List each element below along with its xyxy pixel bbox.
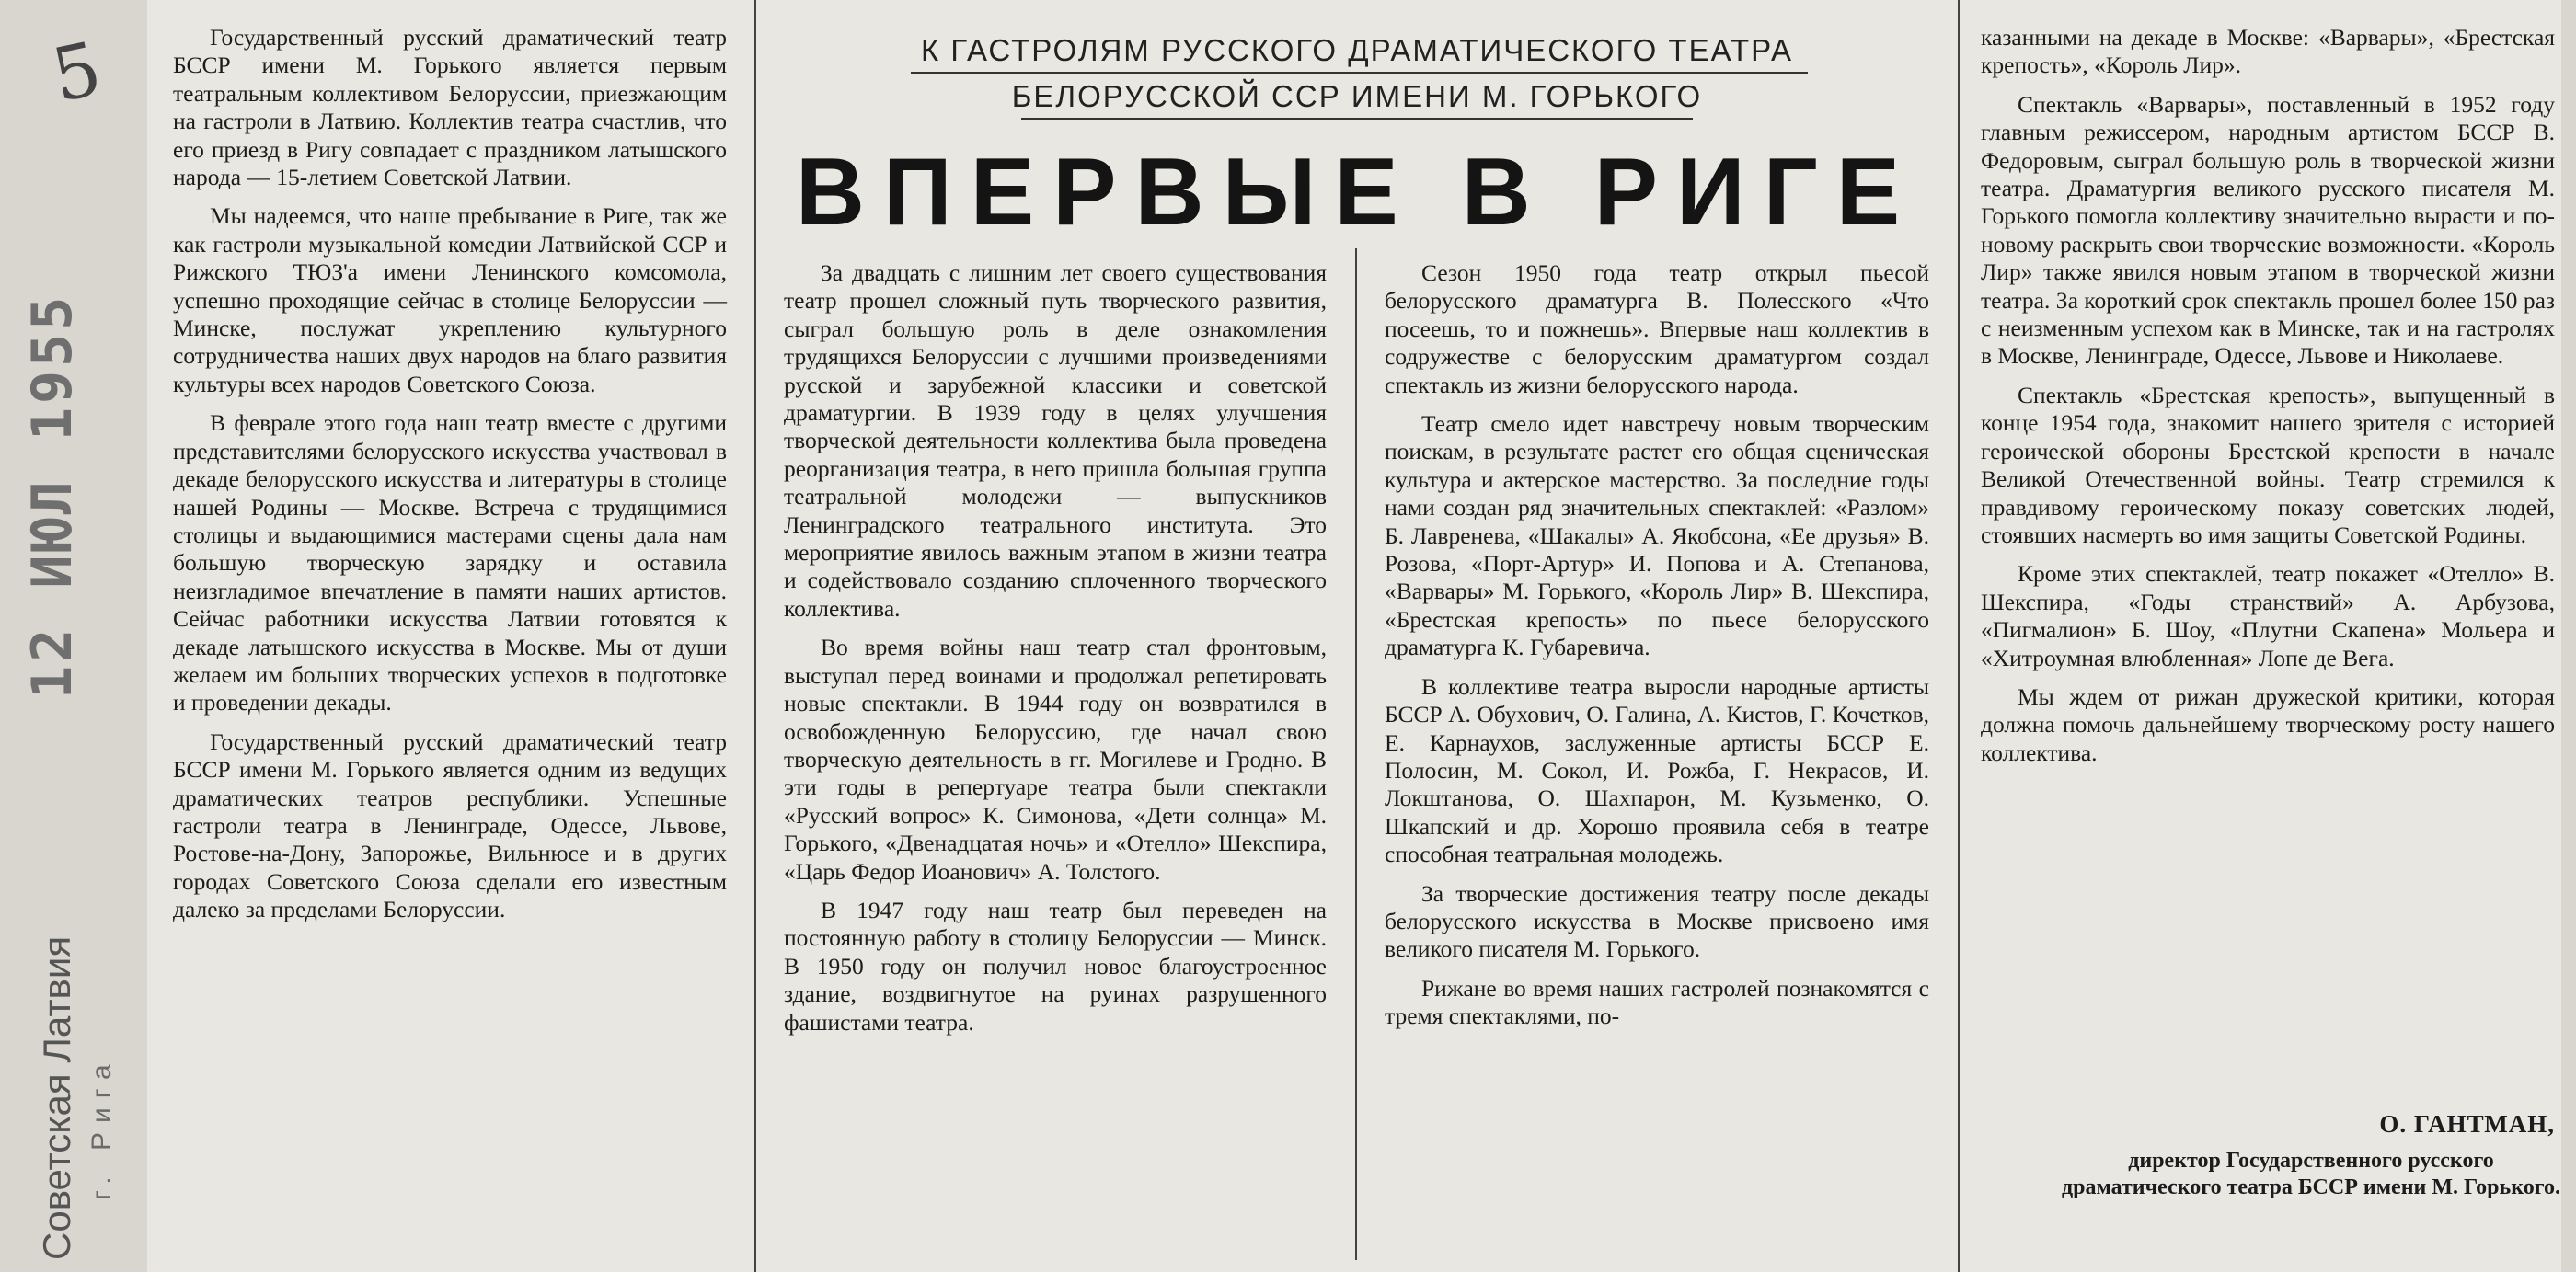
column-rule: [754, 0, 756, 1272]
article-column-3: [1385, 259, 1929, 1042]
paragraph: Во время войны наш театр стал фронтовым, выступал перед воинами и продолжал репетировать новые спектакли. В 1944 году он возвратился в освобожденную Белоруссию, где начал свою творческую деятельность в гг. Могилеве и Гродно. В эти годы в репертуаре театра были спектакли «Русский вопрос» К. Симонова, «Дети солнца» М. Горького, «Двенадцатая ночь» и «Отелло» Шекспира, «Царь Федор Иоанович» А. Толстого.: [784, 634, 1327, 885]
column-rule: [1958, 0, 1960, 1272]
paragraph: Государственный русский драматический театр БССР имени М. Горького является первым театральным коллективом Белоруссии, приезжающим на гастроли в Латвию. Коллектив театра счастлив, что его приезд в Ригу совпадает с праздником латышского народа — 15-летием Советской Латвии.: [173, 24, 727, 191]
paragraph: В феврале этого года наш театр вместе с другими представителями белорусского искусства участвовал в декаде белорусского искусства и литературы в столице нашей Родины — Москве. Встреча с трудящимися столицы и выдающимися мастерами сцены дала нам большую творческую зарядку и оставила неизгладимое впечатление в памяти наших артистов. Сейчас работники искусства Латвии готовятся к декаде латышского искусства в Москве. Мы от души желаем им больших творческих успехов в подготовке и проведении декады.: [173, 409, 727, 716]
paragraph: казанными на декаде в Москве: «Варвары», «Брестская крепость», «Король Лир».: [1981, 24, 2555, 79]
paragraph: Кроме этих спектаклей, театр покажет «Отелло» В. Шекспира, «Годы странствий» А. Арбузова, «Пигмалион» Б. Шоу, «Плутни Скапена» Мольера и «Хитроумная влюбленная» Лопе де Вега.: [1981, 560, 2555, 671]
author-signature-name: О. ГАНТМАН,: [2379, 1110, 2555, 1138]
paragraph: Театр смело идет навстречу новым творческим поискам, в результате растет его общая сценическая культура и актерское мастерство. За последние годы нами создан ряд значительных спектаклей: «Разлом» Б. Лавренева, «Шакалы» А. Якобсона, «Ее друзья» В. Розова, «Порт-Артур» И. Попова и А. Степанова, «Варвары» М. Горького, «Король Лир» В. Шекспира, «Брестская крепость» по пьесе белорусского драматурга К. Губаревича.: [1385, 410, 1929, 661]
article-kicker-line-1: К ГАСТРОЛЯМ РУССКОГО ДРАМАТИЧЕСКОГО ТЕАТРА: [921, 33, 1793, 67]
paragraph: Сезон 1950 года театр открыл пьесой белорусского драматурга В. Полесского «Что посеешь, то и пожнешь». Впервые наш коллектив в содружестве с белорусским драматургом создал спектакль из жизни белорусского народа.: [1385, 259, 1929, 398]
paragraph: Спектакль «Брестская крепость», выпущенный в конце 1954 года, знакомит нашего зрителя с историей героической обороны Брестской крепости в начале Великой Отечественной войны. Театр стремился к правдивому героическому показу советских людей, стоявших насмерть во имя защиты Советской Родины.: [1981, 381, 2555, 548]
source-stamp-city: г. Рига: [86, 1055, 117, 1200]
paragraph: В 1947 году наш театр был переведен на постоянную работу в столицу Белоруссии — Минск. В 1950 году он получил новое благоустроенное здание, воздвигнутое на руинах разрушенного фашистами театра.: [784, 896, 1327, 1036]
article-headline: ВПЕРВЫЕ В РИГЕ: [795, 139, 1919, 246]
paragraph: Спектакль «Варвары», поставленный в 1952 году главным режиссером, народным артистом БССР В. Федоровым, сыграл большую роль в творческой жизни театра. Драматургия великого русского писателя М. Горького помогла коллективу значительно вырасти и по-новому раскрыть свои творческие возможности. «Король Лир» также явился новым этапом в творческой жизни театра. За короткий срок спектакль прошел более 150 раз с неизменным успехом как в Минске, так и на гастролях в Москве, Ленинграде, Одессе, Львове и Николаеве.: [1981, 90, 2555, 370]
column-rule: [1355, 248, 1357, 1260]
kicker-rule-bottom: [1021, 118, 1693, 120]
source-stamp-newspaper: Советская Латвия: [35, 935, 78, 1260]
paragraph: В коллективе театра выросли народные артисты БССР А. Обухович, О. Галина, А. Кистов, Г. Кочетков, Е. Карнаухов, заслуженные артисты БССР Е. Полосин, М. Сокол, И. Рожба, Г. Некрасов, И. Локштанова, О. Шахпарон, М. Кузьменко, О. Шкапский и др. Хорошо проявила себя в театре способная театральная молодежь.: [1385, 672, 1929, 868]
paragraph: Мы надеемся, что наше пребывание в Риге, так же как гастроли музыкальной комедии Латвийской ССР и Рижского ТЮЗ'а имени Ленинского комсомола, успешно проходящие сейчас в столице Белоруссии — Минске, послужат укреплению культурного сотрудничества наших двух народов на благо развития культуры всех народов Советского Союза.: [173, 202, 727, 397]
article-column-4: [1981, 24, 2555, 778]
article-column-1: [173, 24, 727, 935]
paragraph: Мы ждем от рижан дружеской критики, которая должна помочь дальнейшему творческому росту нашего коллектива.: [1981, 682, 2555, 766]
date-stamp: 12 ИЮЛ 1955: [20, 292, 85, 699]
paragraph: За двадцать с лишним лет своего существования театр прошел сложный путь творческого развития, сыграл большую роль в деле ознакомления трудящихся Белоруссии с лучшими произведениями русской и зарубежной классики и советской драматургии. В 1939 году в целях улучшения творческой деятельности коллектива была проведена реорганизация театра, в него пришла большая группа театральной молодежи — выпускников Ленинградского театрального института. Это мероприятие явилось важным этапом в жизни театра и содействовало созданию сплоченного творческого коллектива.: [784, 259, 1327, 622]
article-column-2: [784, 259, 1327, 1048]
paragraph: За творческие достижения театру после декады белорусского искусства в Москве присвоено имя великого писателя М. Горького.: [1385, 879, 1929, 963]
paragraph: Государственный русский драматический театр БССР имени М. Горького является одним из ведущих драматических театров республики. Успешные гастроли театра в Ленинграде, Одессе, Львове, Ростове-на-Дону, Запорожье, Вильнюсе и в других городах Советского Союза сделали его известным далеко за пределами Белоруссии.: [173, 728, 727, 923]
paragraph: Рижане во время наших гастролей познакомятся с тремя спектаклями, по-: [1385, 974, 1929, 1030]
author-signature-title: директор Государственного русского драматического театра БССР имени М. Горького.: [2061, 1149, 2561, 1199]
handwritten-page-number: 5: [44, 25, 109, 120]
article-kicker-line-2: БЕЛОРУССКОЙ ССР ИМЕНИ М. ГОРЬКОГО: [1011, 79, 1703, 113]
kicker-rule-top: [911, 72, 1808, 74]
